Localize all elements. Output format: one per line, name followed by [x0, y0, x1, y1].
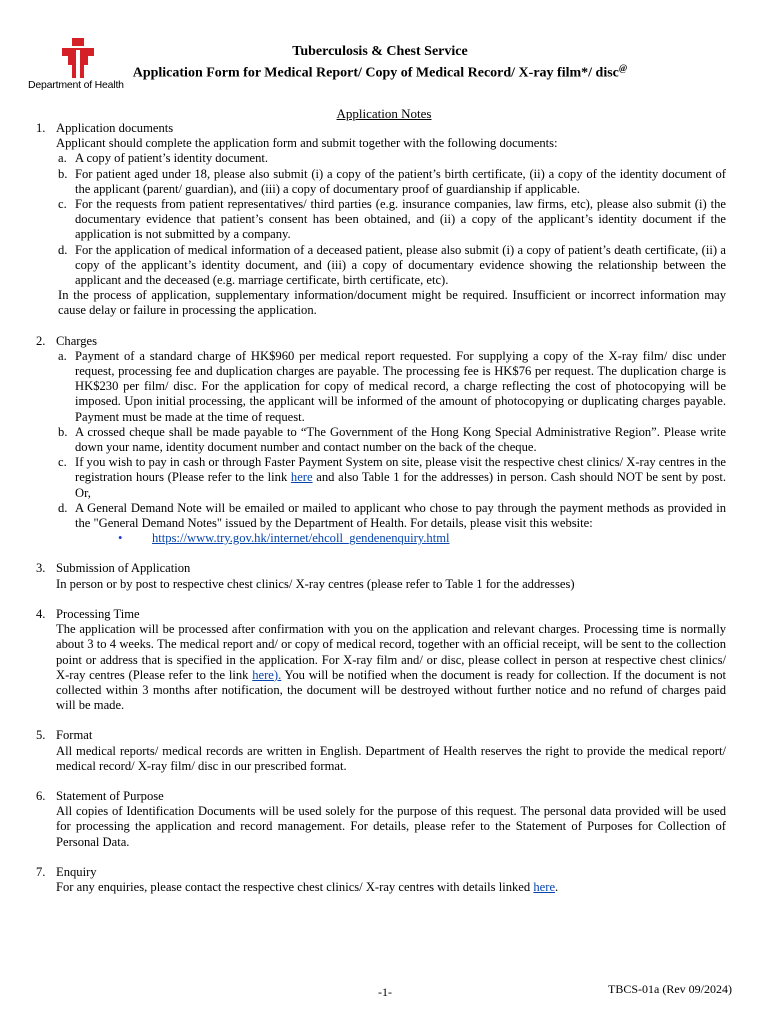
- section-text: All medical reports/ medical records are written in English. Department of Health reserves the right to provide the medical report/ medical record/ X-ray film/ disc in our prescribed format.: [56, 743, 726, 773]
- section-number: 1.: [36, 121, 46, 135]
- list-item: a. A copy of patient’s identity document.: [58, 151, 269, 166]
- list-item: d. A General Demand Note will be emailed or mailed to applicant who chose to pay through the payment methods as provided in the "General Demand Notes" issued by the Department of Health. For details, please visit this website:: [58, 500, 726, 531]
- section-outro: In the process of application, supplementary information/document might be required. Insufficient or incorrect information may cause delay or failure in processing the application.: [58, 288, 726, 318]
- list-item: c. If you wish to pay in cash or through Faster Payment System on site, please visit the respective chest clinics/ X-ray centres in the registration hours (Please refer to the link here and also Table 1 for the addresses) in person. Cash should NOT be sent by post. Or,: [58, 455, 726, 500]
- header-line2: Application Form for Medical Report/ Copy of Medical Record/ X-ray film*/ disc@: [132, 63, 628, 81]
- clinics-link[interactable]: here: [290, 470, 313, 485]
- section-7: [36, 865, 726, 895]
- enquiry-link[interactable]: here: [533, 879, 556, 894]
- list-item: b. A crossed cheque shall be made payable to “The Government of the Hong Kong Special Administrative Region”. Please write down your name, identity document number and contact number on the back of the cheque.: [58, 424, 726, 455]
- section-intro: Applicant should complete the application form and submit together with the following documents:: [56, 136, 558, 151]
- header-line1: Tuberculosis & Chest Service: [292, 44, 468, 59]
- page-header: [95, 43, 665, 82]
- list-item: d. For the application of medical information of a deceased patient, please also submit (i) a copy of patient’s death certificate, (ii) a copy of the applicant’s identity document, and (iii) a copy of documentary evidence showing the relationship between the applicant and the deceased (e.g. marriage certificate, birth certificate, etc).: [58, 242, 726, 288]
- bullet-item: [118, 531, 726, 546]
- page-number: -1-: [378, 985, 392, 999]
- section-2: [36, 334, 726, 547]
- section-title: Charges: [56, 333, 98, 348]
- section-title: Format: [56, 728, 93, 743]
- dh-logo-text: Department of Health: [28, 79, 124, 91]
- section-text: For any enquiries, please contact the respective chest clinics/ X-ray centres with details linked here.: [56, 879, 559, 894]
- section-number: 6.: [36, 788, 46, 803]
- section-title: Submission of Application: [56, 561, 191, 576]
- list-item: b. For patient aged under 18, please also submit (i) a copy of the patient’s birth certificate, (ii) a copy of the identity document of the applicant (parent/ guardian), and (iii) a copy of documentary proof of guardianship if applicable.: [58, 166, 726, 196]
- section-number: 4.: [36, 606, 46, 621]
- section-title: Enquiry: [56, 864, 97, 879]
- dh-logo-mark-icon: [62, 38, 94, 78]
- list-item: a. Payment of a standard charge of HK$960 per medical report requested. For supplying a copy of the X-ray film/ disc under request, processing fee and duplication charges are payable. The processing fee is HK$76 per request. The duplication charge is HK$230 per film/ disc. For the application for copy of medical record, a charge reflecting the cost of photocopying will be imposed. Upon initial processing, the applicant will be informed of the amount of photocopying or duplicating charges payable. Payment must be made at the time of request.: [58, 348, 726, 424]
- gdn-website-link[interactable]: https://www.try.gov.hk/internet/ehcoll_gendenenquiry.html: [152, 531, 450, 546]
- notes-content: [36, 121, 726, 895]
- section-number: 2.: [36, 333, 46, 348]
- section-text: The application will be processed after confirmation with you on the application and relevant charges. Processing time is normally about 3 to 4 weeks. The medical report and/ or copy of medical record, together with an official receipt, will be sent to the collection point or address that is specified in the application. For X-ray film and/ or disc, please collect in person at respective chest clinics/ X-ray centres (Please refer to the link here). You will be notified when the document is ready for collection. If the document is not collected within 3 months after notification, the document will be destroyed without further notice and no refund of charges paid will be made.: [56, 622, 727, 713]
- section-number: 7.: [36, 864, 46, 879]
- notes-title: Application Notes: [336, 106, 432, 121]
- section-title: Application documents: [56, 121, 174, 135]
- section-number: 3.: [36, 561, 46, 576]
- section-title: Statement of Purpose: [56, 788, 164, 803]
- section-text: All copies of Identification Documents will be used solely for the purpose of this request. The personal data provided will be used for processing the application and record management. For details, please refer to the Statement of Purposes for Collection of Personal Data.: [56, 804, 726, 849]
- section-5: [36, 728, 726, 774]
- section-number: 5.: [36, 728, 46, 743]
- section-6: [36, 789, 726, 850]
- section-3: [36, 561, 726, 591]
- form-code: TBCS-01a (Rev 09/2024): [608, 982, 732, 996]
- collection-link[interactable]: here).: [252, 667, 282, 682]
- section-4: [36, 607, 726, 713]
- bullet-icon: •: [118, 531, 123, 546]
- section-title: Processing Time: [56, 606, 140, 621]
- section-text: In person or by post to respective chest clinics/ X-ray centres (please refer to Table 1 for the addresses): [56, 576, 575, 591]
- list-item: c. For the requests from patient representatives/ third parties (e.g. insurance companies, law firms, etc), please also submit (i) the documentary evidence that patient’s consent has been obtained, and (ii) a copy of the applicant’s identity document if the application is not submitted by a company.: [58, 197, 726, 242]
- section-1: [36, 121, 726, 319]
